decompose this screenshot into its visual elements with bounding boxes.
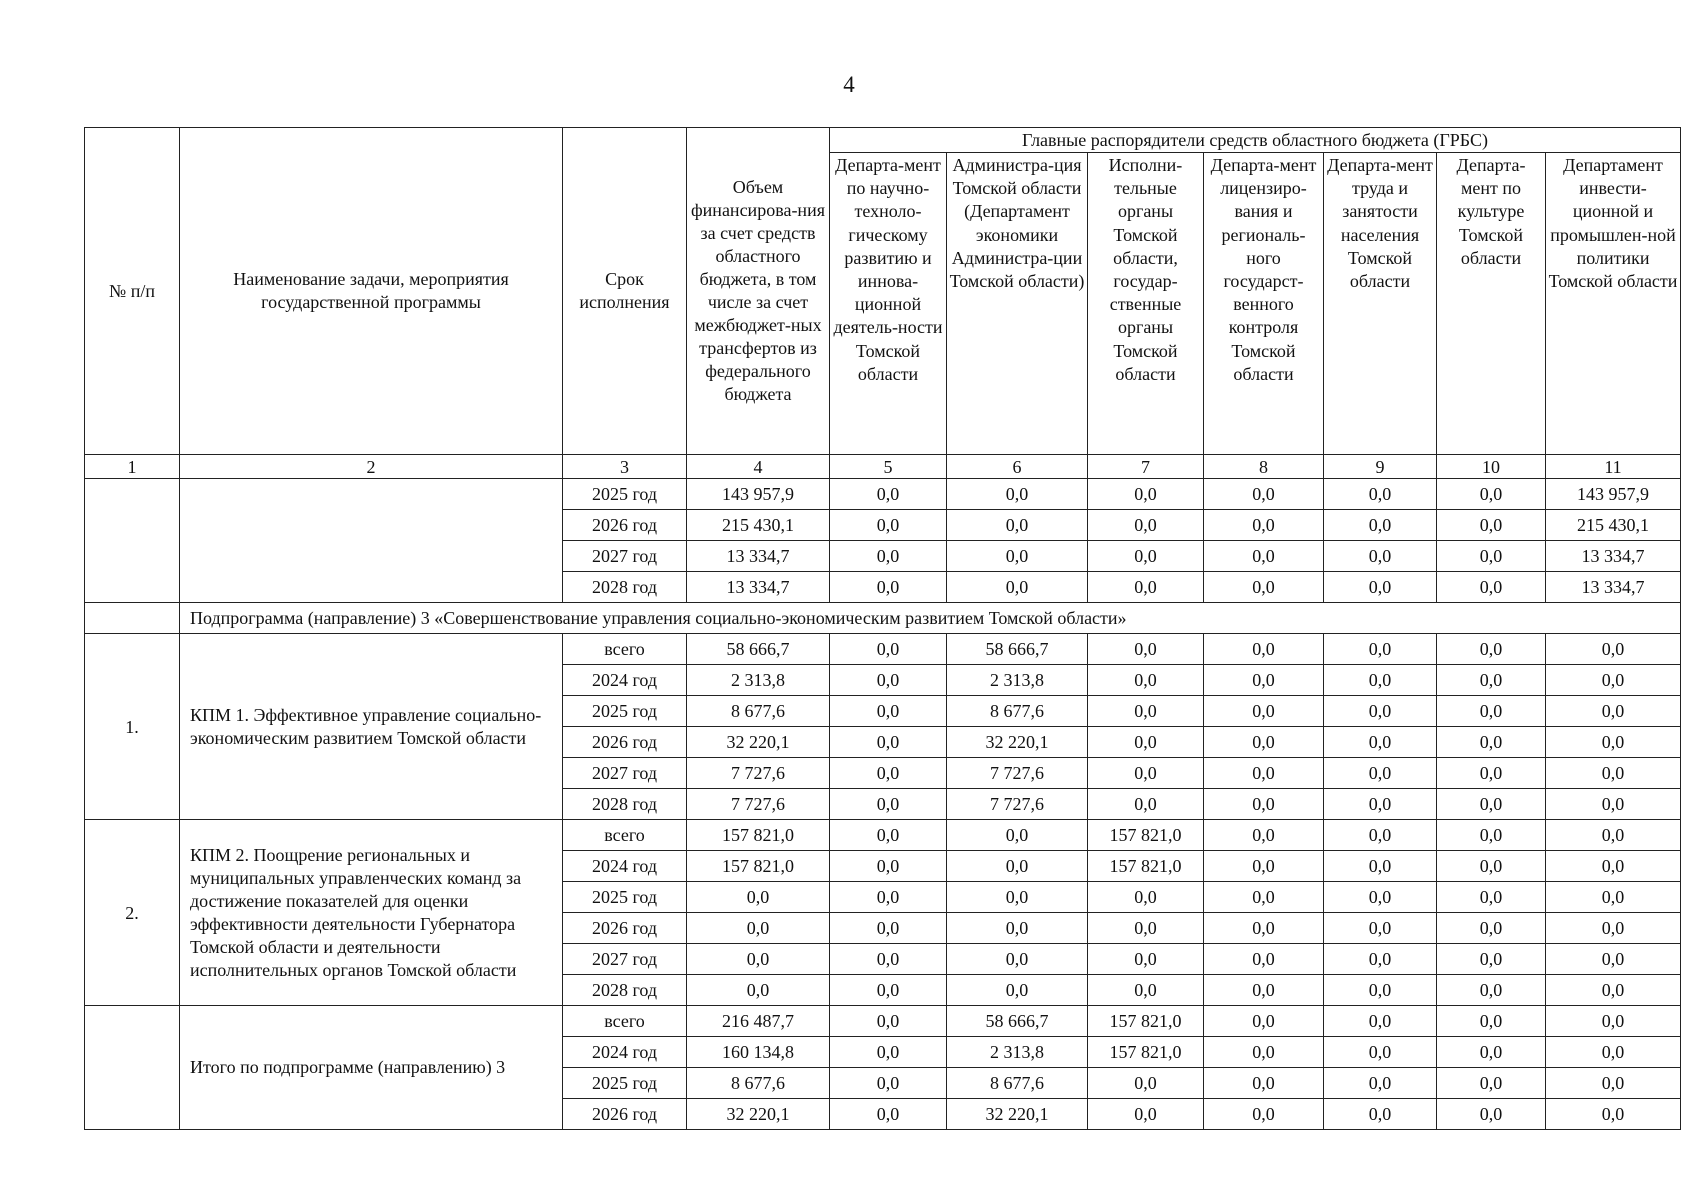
value-cell: 0,0: [1204, 789, 1324, 820]
value-cell: 0,0: [687, 975, 830, 1006]
term-cell: 2025 год: [563, 479, 687, 510]
value-cell: 7 727,6: [687, 789, 830, 820]
budget-table: [84, 127, 1681, 1130]
value-cell: 13 334,7: [1546, 572, 1681, 603]
value-cell: 0,0: [830, 479, 947, 510]
header-name: Наименование задачи, мероприятия государственной программы: [180, 128, 563, 455]
header-num: № п/п: [85, 128, 180, 455]
value-cell: 0,0: [1324, 572, 1437, 603]
value-cell: 0,0: [947, 851, 1088, 882]
value-cell: 0,0: [1204, 1037, 1324, 1068]
row-num-cell: 2.: [85, 820, 180, 1006]
row-name-cell: [180, 479, 563, 603]
term-cell: 2024 год: [563, 851, 687, 882]
value-cell: 0,0: [1437, 696, 1546, 727]
value-cell: 0,0: [1204, 1006, 1324, 1037]
value-cell: 0,0: [830, 665, 947, 696]
row-num-cell: [85, 1006, 180, 1130]
value-cell: 0,0: [1204, 541, 1324, 572]
table-row: [85, 634, 1681, 665]
value-cell: 0,0: [1088, 758, 1204, 789]
value-cell: 0,0: [830, 727, 947, 758]
value-cell: 7 727,6: [687, 758, 830, 789]
value-cell: 0,0: [687, 913, 830, 944]
value-cell: 0,0: [830, 851, 947, 882]
table-row: [85, 1006, 1681, 1037]
value-cell: 0,0: [1204, 727, 1324, 758]
value-cell: 0,0: [830, 913, 947, 944]
value-cell: 0,0: [1204, 634, 1324, 665]
term-cell: 2025 год: [563, 882, 687, 913]
value-cell: 143 957,9: [687, 479, 830, 510]
value-cell: 0,0: [830, 634, 947, 665]
header-org: Департа-мент по культуре Томской области: [1437, 153, 1546, 455]
value-cell: 157 821,0: [687, 851, 830, 882]
value-cell: 0,0: [1324, 820, 1437, 851]
value-cell: 0,0: [1437, 913, 1546, 944]
value-cell: 0,0: [1204, 510, 1324, 541]
value-cell: 0,0: [1324, 727, 1437, 758]
value-cell: 0,0: [1546, 1068, 1681, 1099]
value-cell: 0,0: [947, 975, 1088, 1006]
value-cell: 0,0: [830, 1068, 947, 1099]
value-cell: 0,0: [1437, 479, 1546, 510]
value-cell: 0,0: [1324, 510, 1437, 541]
value-cell: 0,0: [1204, 665, 1324, 696]
value-cell: 0,0: [947, 572, 1088, 603]
value-cell: 0,0: [1437, 882, 1546, 913]
value-cell: 0,0: [1324, 634, 1437, 665]
value-cell: 0,0: [1204, 572, 1324, 603]
term-cell: 2027 год: [563, 944, 687, 975]
term-cell: 2024 год: [563, 665, 687, 696]
value-cell: 0,0: [1437, 820, 1546, 851]
term-cell: 2026 год: [563, 913, 687, 944]
row-num-cell: [85, 603, 180, 634]
value-cell: 32 220,1: [687, 1099, 830, 1130]
value-cell: 0,0: [1088, 510, 1204, 541]
value-cell: 0,0: [1088, 789, 1204, 820]
value-cell: 0,0: [1437, 975, 1546, 1006]
value-cell: 13 334,7: [1546, 541, 1681, 572]
column-number: 4: [687, 455, 830, 479]
term-cell: 2028 год: [563, 572, 687, 603]
value-cell: 0,0: [1546, 1099, 1681, 1130]
column-number: 3: [563, 455, 687, 479]
header-term: Срок исполнения: [563, 128, 687, 455]
task-name: Итого по подпрограмме (направлению) 3: [180, 1006, 563, 1130]
value-cell: 7 727,6: [947, 789, 1088, 820]
header-org: Департа-мент по научно-техноло-гическому развитию и иннова-ционной деятель-ности Томской области: [830, 153, 947, 455]
column-numbers-row: [85, 455, 1681, 479]
value-cell: 0,0: [1088, 1068, 1204, 1099]
value-cell: 0,0: [1088, 1099, 1204, 1130]
value-cell: 0,0: [1324, 789, 1437, 820]
term-cell: 2026 год: [563, 727, 687, 758]
value-cell: 0,0: [1437, 1006, 1546, 1037]
value-cell: 0,0: [1088, 975, 1204, 1006]
value-cell: 2 313,8: [947, 1037, 1088, 1068]
value-cell: 0,0: [1088, 882, 1204, 913]
value-cell: 0,0: [947, 510, 1088, 541]
value-cell: 0,0: [1204, 1099, 1324, 1130]
value-cell: 0,0: [1324, 944, 1437, 975]
value-cell: 0,0: [830, 882, 947, 913]
value-cell: 0,0: [1204, 820, 1324, 851]
value-cell: 0,0: [1204, 758, 1324, 789]
value-cell: 58 666,7: [687, 634, 830, 665]
value-cell: 0,0: [1324, 1037, 1437, 1068]
value-cell: 0,0: [830, 1006, 947, 1037]
value-cell: 0,0: [947, 820, 1088, 851]
header-org: Департа-мент труда и занятости населения Томской области: [1324, 153, 1437, 455]
value-cell: 2 313,8: [947, 665, 1088, 696]
table-row: [85, 479, 1681, 510]
value-cell: 0,0: [1546, 665, 1681, 696]
value-cell: 0,0: [1437, 510, 1546, 541]
value-cell: 0,0: [1546, 1037, 1681, 1068]
value-cell: 0,0: [1546, 634, 1681, 665]
value-cell: 157 821,0: [687, 820, 830, 851]
value-cell: 157 821,0: [1088, 1006, 1204, 1037]
value-cell: 0,0: [1437, 727, 1546, 758]
value-cell: 0,0: [1437, 1099, 1546, 1130]
column-number: 11: [1546, 455, 1681, 479]
value-cell: 32 220,1: [687, 727, 830, 758]
value-cell: 2 313,8: [687, 665, 830, 696]
value-cell: 8 677,6: [947, 1068, 1088, 1099]
value-cell: 0,0: [947, 944, 1088, 975]
value-cell: 0,0: [830, 541, 947, 572]
subprogram-row: [85, 603, 1681, 634]
value-cell: 0,0: [1546, 696, 1681, 727]
value-cell: 8 677,6: [947, 696, 1088, 727]
value-cell: 0,0: [1324, 665, 1437, 696]
value-cell: 0,0: [830, 572, 947, 603]
value-cell: 0,0: [1324, 851, 1437, 882]
term-cell: всего: [563, 634, 687, 665]
value-cell: 0,0: [1204, 479, 1324, 510]
term-cell: 2027 год: [563, 541, 687, 572]
value-cell: 0,0: [1546, 727, 1681, 758]
value-cell: 0,0: [1437, 541, 1546, 572]
value-cell: 0,0: [1088, 696, 1204, 727]
value-cell: 0,0: [830, 820, 947, 851]
value-cell: 13 334,7: [687, 541, 830, 572]
header-org: Исполни-тельные органы Томской области, государ-ственные органы Томской области: [1088, 153, 1204, 455]
term-cell: 2027 год: [563, 758, 687, 789]
value-cell: 0,0: [1088, 634, 1204, 665]
value-cell: 0,0: [1546, 820, 1681, 851]
value-cell: 215 430,1: [1546, 510, 1681, 541]
value-cell: 0,0: [1546, 758, 1681, 789]
term-cell: 2024 год: [563, 1037, 687, 1068]
value-cell: 0,0: [1204, 1068, 1324, 1099]
value-cell: 0,0: [1437, 634, 1546, 665]
value-cell: 0,0: [1546, 913, 1681, 944]
value-cell: 0,0: [1324, 1006, 1437, 1037]
value-cell: 0,0: [1204, 882, 1324, 913]
task-name: КПМ 2. Поощрение региональных и муниципальных управленческих команд за достижение показателей для оценки эффективности деятельности Губернатора Томской области и деятельности исполнительных органов Томской области: [180, 820, 563, 1006]
subprogram-title: Подпрограмма (направление) 3 «Совершенствование управления социально-экономическим развитием Томской области»: [180, 603, 1681, 634]
term-cell: 2028 год: [563, 975, 687, 1006]
value-cell: 0,0: [1324, 541, 1437, 572]
value-cell: 160 134,8: [687, 1037, 830, 1068]
value-cell: 0,0: [1324, 975, 1437, 1006]
value-cell: 0,0: [830, 758, 947, 789]
term-cell: 2026 год: [563, 1099, 687, 1130]
value-cell: 0,0: [830, 510, 947, 541]
value-cell: 0,0: [1324, 479, 1437, 510]
value-cell: 0,0: [1437, 851, 1546, 882]
value-cell: 0,0: [687, 944, 830, 975]
value-cell: 157 821,0: [1088, 851, 1204, 882]
value-cell: 0,0: [1546, 789, 1681, 820]
task-name: КПМ 1. Эффективное управление социально-экономическим развитием Томской области: [180, 634, 563, 820]
value-cell: 8 677,6: [687, 696, 830, 727]
value-cell: 0,0: [1088, 727, 1204, 758]
table-row: [85, 820, 1681, 851]
value-cell: 0,0: [1204, 913, 1324, 944]
value-cell: 0,0: [1546, 851, 1681, 882]
value-cell: 0,0: [947, 541, 1088, 572]
value-cell: 0,0: [947, 913, 1088, 944]
value-cell: 0,0: [947, 479, 1088, 510]
column-number: 7: [1088, 455, 1204, 479]
value-cell: 0,0: [1204, 696, 1324, 727]
column-number: 8: [1204, 455, 1324, 479]
header-org: Департамент инвести-ционной и промышлен-ной политики Томской области: [1546, 153, 1681, 455]
value-cell: 0,0: [1088, 665, 1204, 696]
value-cell: 58 666,7: [947, 1006, 1088, 1037]
value-cell: 7 727,6: [947, 758, 1088, 789]
value-cell: 157 821,0: [1088, 1037, 1204, 1068]
value-cell: 0,0: [830, 696, 947, 727]
row-num-cell: 1.: [85, 634, 180, 820]
header-org: Администра-ция Томской области (Департамент экономики Администра-ции Томской области): [947, 153, 1088, 455]
value-cell: 157 821,0: [1088, 820, 1204, 851]
value-cell: 0,0: [687, 882, 830, 913]
value-cell: 0,0: [1437, 572, 1546, 603]
value-cell: 0,0: [1437, 1037, 1546, 1068]
value-cell: 0,0: [1437, 944, 1546, 975]
column-number: 6: [947, 455, 1088, 479]
value-cell: 0,0: [1546, 975, 1681, 1006]
row-num-cell: [85, 479, 180, 603]
term-cell: 2028 год: [563, 789, 687, 820]
term-cell: всего: [563, 820, 687, 851]
value-cell: 216 487,7: [687, 1006, 830, 1037]
value-cell: 0,0: [1324, 758, 1437, 789]
value-cell: 0,0: [1324, 696, 1437, 727]
value-cell: 0,0: [1546, 1006, 1681, 1037]
value-cell: 32 220,1: [947, 1099, 1088, 1130]
column-number: 10: [1437, 455, 1546, 479]
value-cell: 143 957,9: [1546, 479, 1681, 510]
term-cell: 2025 год: [563, 696, 687, 727]
value-cell: 0,0: [1546, 882, 1681, 913]
column-number: 1: [85, 455, 180, 479]
value-cell: 0,0: [1088, 479, 1204, 510]
value-cell: 0,0: [1088, 944, 1204, 975]
term-cell: всего: [563, 1006, 687, 1037]
value-cell: 0,0: [1204, 975, 1324, 1006]
value-cell: 0,0: [1546, 944, 1681, 975]
value-cell: 0,0: [830, 1037, 947, 1068]
value-cell: 215 430,1: [687, 510, 830, 541]
value-cell: 8 677,6: [687, 1068, 830, 1099]
value-cell: 0,0: [1088, 572, 1204, 603]
value-cell: 0,0: [1204, 851, 1324, 882]
value-cell: 0,0: [1088, 541, 1204, 572]
value-cell: 0,0: [1437, 789, 1546, 820]
value-cell: 0,0: [1088, 913, 1204, 944]
value-cell: 58 666,7: [947, 634, 1088, 665]
value-cell: 0,0: [1437, 665, 1546, 696]
value-cell: 0,0: [1437, 758, 1546, 789]
term-cell: 2026 год: [563, 510, 687, 541]
table-body: [85, 479, 1681, 1130]
header-grbs: Главные распорядители средств областного бюджета (ГРБС): [830, 128, 1681, 153]
value-cell: 0,0: [1324, 1099, 1437, 1130]
value-cell: 0,0: [830, 944, 947, 975]
column-number: 9: [1324, 455, 1437, 479]
value-cell: 0,0: [1324, 1068, 1437, 1099]
value-cell: 0,0: [830, 1099, 947, 1130]
page-number: 4: [843, 72, 855, 97]
value-cell: 0,0: [830, 789, 947, 820]
value-cell: 32 220,1: [947, 727, 1088, 758]
value-cell: 0,0: [947, 882, 1088, 913]
value-cell: 0,0: [1204, 944, 1324, 975]
value-cell: 0,0: [830, 975, 947, 1006]
column-number: 5: [830, 455, 947, 479]
header-org: Департа-мент лицензиро-вания и региональ-ного государст-венного контроля Томской области: [1204, 153, 1324, 455]
value-cell: 0,0: [1324, 913, 1437, 944]
value-cell: 0,0: [1324, 882, 1437, 913]
header-volume: Объем финансирова-ния за счет средств областного бюджета, в том числе за счет межбюджет-ных трансфертов из федерального бюджета: [687, 128, 830, 455]
term-cell: 2025 год: [563, 1068, 687, 1099]
column-number: 2: [180, 455, 563, 479]
value-cell: 13 334,7: [687, 572, 830, 603]
value-cell: 0,0: [1437, 1068, 1546, 1099]
